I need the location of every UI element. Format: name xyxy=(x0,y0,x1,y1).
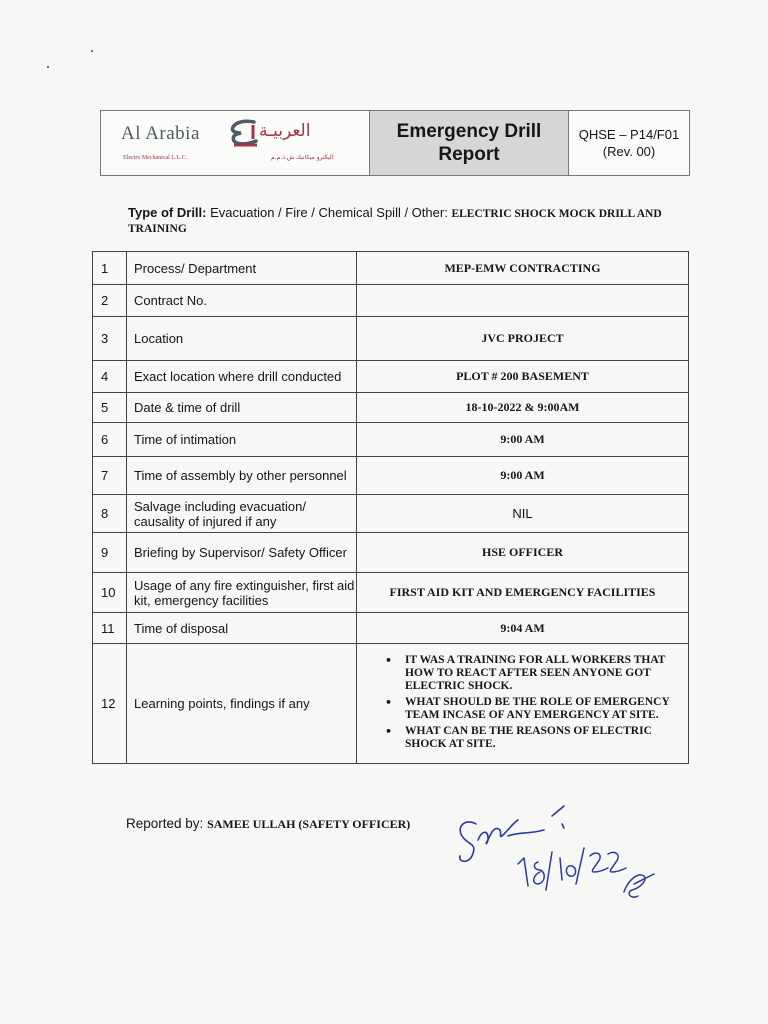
scan-speck xyxy=(91,50,93,52)
table-row xyxy=(93,613,689,644)
row-value xyxy=(357,285,689,317)
row-label: Learning points, findings if any xyxy=(127,644,357,764)
row-label: Contract No. xyxy=(127,285,357,317)
logo-subtitle-arabic: اليكترو ميكانيك ش.ذ.م.م xyxy=(271,154,334,161)
row-number: 4 xyxy=(93,361,127,393)
row-number: 3 xyxy=(93,317,127,361)
form-revision: (Rev. 00) xyxy=(602,144,656,159)
row-label: Exact location where drill conducted xyxy=(127,361,357,393)
row-label: Time of disposal xyxy=(127,613,357,644)
row-number: 6 xyxy=(93,423,127,457)
table-row xyxy=(93,573,689,613)
type-of-drill xyxy=(128,206,668,236)
row-label: Location xyxy=(127,317,357,361)
reported-by-label: Reported by: xyxy=(126,816,204,831)
report-title-line2: Report xyxy=(438,144,500,165)
logo-mark-icon xyxy=(227,117,259,149)
report-header xyxy=(100,110,690,176)
type-of-drill-value: ELECTRIC SHOCK MOCK DRILL AND TRAINING xyxy=(128,208,662,235)
row-number: 7 xyxy=(93,457,127,495)
row-value: PLOT # 200 BASEMENT xyxy=(357,361,689,393)
table-row xyxy=(93,495,689,533)
reported-by xyxy=(126,816,410,832)
learning-point: • WHAT CAN BE THE REASONS OF ELECTRIC SHOCK AT SITE. xyxy=(405,725,688,751)
row-label: Time of assembly by other personnel xyxy=(127,457,357,495)
row-label: Usage of any fire extinguisher, first aid kit, emergency facilities xyxy=(127,573,357,613)
row-number: 12 xyxy=(93,644,127,764)
type-of-drill-options: Evacuation / Fire / Chemical Spill / Other: xyxy=(210,205,448,220)
table-row xyxy=(93,393,689,423)
row-label: Time of intimation xyxy=(127,423,357,457)
row-label: Date & time of drill xyxy=(127,393,357,423)
row-value: 9:04 AM xyxy=(357,613,689,644)
learning-points-cell xyxy=(357,644,689,764)
logo-subtitle-english: Electro Mechanical L.L.C. xyxy=(123,155,188,161)
table-row xyxy=(93,644,689,764)
row-number: 11 xyxy=(93,613,127,644)
table-row xyxy=(93,285,689,317)
drill-details-table xyxy=(92,251,689,764)
row-value: NIL xyxy=(357,495,689,533)
learning-points-list xyxy=(357,654,688,751)
row-label: Salvage including evacuation/ causality of injured if any xyxy=(127,495,357,533)
row-value: 9:00 AM xyxy=(357,457,689,495)
table-row xyxy=(93,252,689,285)
row-value: HSE OFFICER xyxy=(357,533,689,573)
row-number: 2 xyxy=(93,285,127,317)
learning-point: • IT WAS A TRAINING FOR ALL WORKERS THAT HOW TO REACT AFTER SEEN ANYONE GOT ELECTRIC SHOCK. xyxy=(405,654,688,693)
company-logo xyxy=(101,111,370,175)
learning-point: • WHAT SHOULD BE THE ROLE OF EMERGENCY TEAM INCASE OF ANY EMERGENCY AT SITE. xyxy=(405,696,688,722)
row-number: 10 xyxy=(93,573,127,613)
row-value: FIRST AID KIT AND EMERGENCY FACILITIES xyxy=(357,573,689,613)
row-number: 8 xyxy=(93,495,127,533)
row-number: 5 xyxy=(93,393,127,423)
row-value: MEP-EMW CONTRACTING xyxy=(357,252,689,285)
reported-by-value: SAMEE ULLAH (SAFETY OFFICER) xyxy=(207,817,411,831)
row-label: Briefing by Supervisor/ Safety Officer xyxy=(127,533,357,573)
row-number: 9 xyxy=(93,533,127,573)
type-of-drill-label: Type of Drill: xyxy=(128,205,207,220)
report-title-line1: Emergency Drill xyxy=(396,121,542,142)
form-code-box xyxy=(569,111,689,175)
table-row xyxy=(93,423,689,457)
logo-english-text: Al Arabia xyxy=(121,123,200,144)
handwritten-signature-icon xyxy=(448,800,668,910)
table-row xyxy=(93,533,689,573)
form-code: QHSE – P14/F01 xyxy=(578,127,680,142)
row-number: 1 xyxy=(93,252,127,285)
table-row xyxy=(93,361,689,393)
table-row xyxy=(93,457,689,495)
row-value: 9:00 AM xyxy=(357,423,689,457)
report-title xyxy=(370,111,569,175)
logo-arabic-text: العربيـة xyxy=(259,121,311,141)
row-label: Process/ Department xyxy=(127,252,357,285)
row-value: JVC PROJECT xyxy=(357,317,689,361)
row-value: 18-10-2022 & 9:00AM xyxy=(357,393,689,423)
scan-speck xyxy=(47,66,49,68)
table-row xyxy=(93,317,689,361)
